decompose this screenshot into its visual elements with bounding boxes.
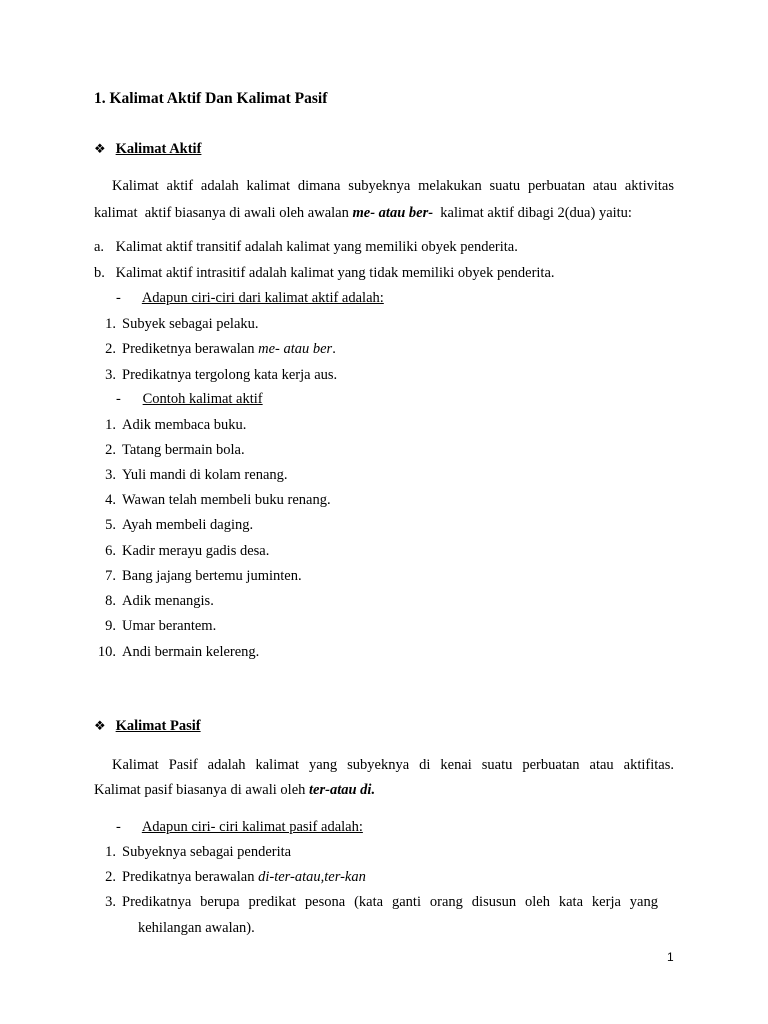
contoh-item bbox=[94, 592, 214, 610]
list-number: 4. bbox=[105, 492, 116, 508]
aktif-para-text: kalimat aktif biasanya di awali oleh awalan bbox=[94, 205, 353, 221]
pasif-ciri-item-continuation: kehilangan awalan). bbox=[138, 920, 255, 936]
list-number: 1. bbox=[105, 417, 116, 433]
section-pasif-title: Kalimat Pasif bbox=[115, 718, 201, 734]
contoh-item bbox=[94, 516, 253, 534]
list-text: Bang jajang bertemu juminten. bbox=[122, 568, 302, 584]
dash-bullet: - bbox=[116, 391, 121, 407]
aktif-prefix-emphasis: me- atau ber- bbox=[352, 205, 434, 221]
contoh-item bbox=[94, 567, 302, 585]
pasif-ciri-item bbox=[94, 893, 674, 911]
type-text: Kalimat aktif transitif adalah kalimat yang memiliki obyek penderita. bbox=[115, 239, 518, 255]
list-text: Subyek sebagai pelaku. bbox=[122, 316, 259, 332]
list-number: 3. bbox=[105, 367, 116, 383]
aktif-ciri-item bbox=[94, 340, 336, 358]
list-text: Wawan telah membeli buku renang. bbox=[122, 492, 331, 508]
pasif-ciri-title: Adapun ciri- ciri kalimat pasif adalah: bbox=[141, 819, 363, 835]
list-text: Ayah membeli daging. bbox=[122, 517, 254, 533]
list-number: 1. bbox=[105, 316, 116, 332]
pasif-paragraph-line1: Kalimat Pasif adalah kalimat yang subyeknya di kenai suatu perbuatan atau aktifitas. bbox=[112, 757, 674, 773]
section-aktif-header bbox=[94, 140, 201, 158]
contoh-item bbox=[94, 416, 246, 434]
contoh-item bbox=[94, 491, 331, 509]
contoh-item bbox=[94, 617, 216, 635]
list-text: Tatang bermain bola. bbox=[122, 442, 245, 458]
list-text: Predikatnya tergolong kata kerja aus. bbox=[122, 367, 338, 383]
aktif-ciri-item bbox=[94, 366, 337, 384]
section-aktif-title: Kalimat Aktif bbox=[115, 141, 202, 157]
list-text-italic: di-ter-atau,ter-kan bbox=[258, 869, 366, 885]
aktif-type-item bbox=[94, 264, 555, 282]
list-text: Umar berantem. bbox=[122, 618, 217, 634]
list-text-end: . bbox=[332, 341, 336, 357]
pasif-ciri-item bbox=[94, 843, 291, 861]
list-number: 2. bbox=[105, 869, 116, 885]
dash-bullet: - bbox=[116, 290, 121, 306]
list-text: Adik menangis. bbox=[122, 593, 214, 609]
pasif-paragraph-line2 bbox=[94, 781, 375, 799]
section-pasif-header bbox=[94, 717, 201, 735]
list-text: Yuli mandi di kolam renang. bbox=[122, 467, 288, 483]
pasif-para-text: Kalimat pasif biasanya di awali oleh bbox=[94, 782, 310, 798]
type-marker: b. bbox=[94, 265, 105, 281]
list-text: Subyeknya sebagai penderita bbox=[122, 844, 292, 860]
list-number: 3. bbox=[105, 467, 116, 483]
list-text: Andi bermain kelereng. bbox=[122, 644, 260, 660]
list-text: Kadir merayu gadis desa. bbox=[122, 543, 270, 559]
aktif-contoh-title: Contoh kalimat aktif bbox=[142, 391, 263, 407]
aktif-ciri-item bbox=[94, 315, 259, 333]
aktif-para-text-end: kalimat aktif dibagi 2(dua) yaitu: bbox=[433, 205, 632, 221]
list-number: 10. bbox=[97, 644, 116, 660]
contoh-item bbox=[94, 643, 259, 661]
list-number: 9. bbox=[105, 618, 116, 634]
list-text-italic: me- atau ber bbox=[258, 341, 333, 357]
list-number: 1. bbox=[105, 844, 116, 860]
contoh-item bbox=[94, 466, 288, 484]
list-text: Adik membaca buku. bbox=[122, 417, 247, 433]
list-number: 2. bbox=[105, 341, 116, 357]
pasif-ciri-item bbox=[94, 868, 366, 886]
pasif-prefix-emphasis: ter-atau di. bbox=[309, 782, 376, 798]
list-number: 8. bbox=[105, 593, 116, 609]
diamond-bullet-icon: ❖ bbox=[94, 141, 106, 156]
heading-title: Kalimat Aktif Dan Kalimat Pasif bbox=[109, 90, 328, 107]
page-number: 1 bbox=[667, 950, 674, 964]
contoh-item bbox=[94, 441, 245, 459]
diamond-bullet-icon: ❖ bbox=[94, 718, 106, 733]
aktif-paragraph-line2 bbox=[94, 204, 632, 222]
type-text: Kalimat aktif intrasitif adalah kalimat yang tidak memiliki obyek penderita. bbox=[115, 265, 555, 281]
dash-bullet: - bbox=[116, 819, 121, 835]
list-text: Prediketnya berawalan bbox=[122, 341, 259, 357]
aktif-ciri-title: Adapun ciri-ciri dari kalimat aktif adalah: bbox=[141, 290, 384, 306]
list-text: Predikatnya berupa predikat pesona (kata ganti orang disusun oleh kata kerja yang bbox=[122, 894, 658, 910]
aktif-ciri-header bbox=[116, 289, 384, 307]
pasif-ciri-header bbox=[116, 818, 363, 836]
list-number: 5. bbox=[105, 517, 116, 533]
list-number: 6. bbox=[105, 543, 116, 559]
list-text: Predikatnya berawalan bbox=[122, 869, 259, 885]
document-heading bbox=[94, 90, 327, 108]
heading-number: 1. bbox=[94, 90, 106, 107]
aktif-paragraph-line1: Kalimat aktif adalah kalimat dimana subyeknya melakukan suatu perbuatan atau aktivitas bbox=[112, 178, 674, 194]
list-number: 3. bbox=[105, 894, 116, 910]
type-marker: a. bbox=[94, 239, 105, 255]
aktif-contoh-header bbox=[116, 390, 263, 408]
list-number: 2. bbox=[105, 442, 116, 458]
list-number: 7. bbox=[105, 568, 116, 584]
aktif-type-item bbox=[94, 238, 518, 256]
contoh-item bbox=[94, 542, 269, 560]
